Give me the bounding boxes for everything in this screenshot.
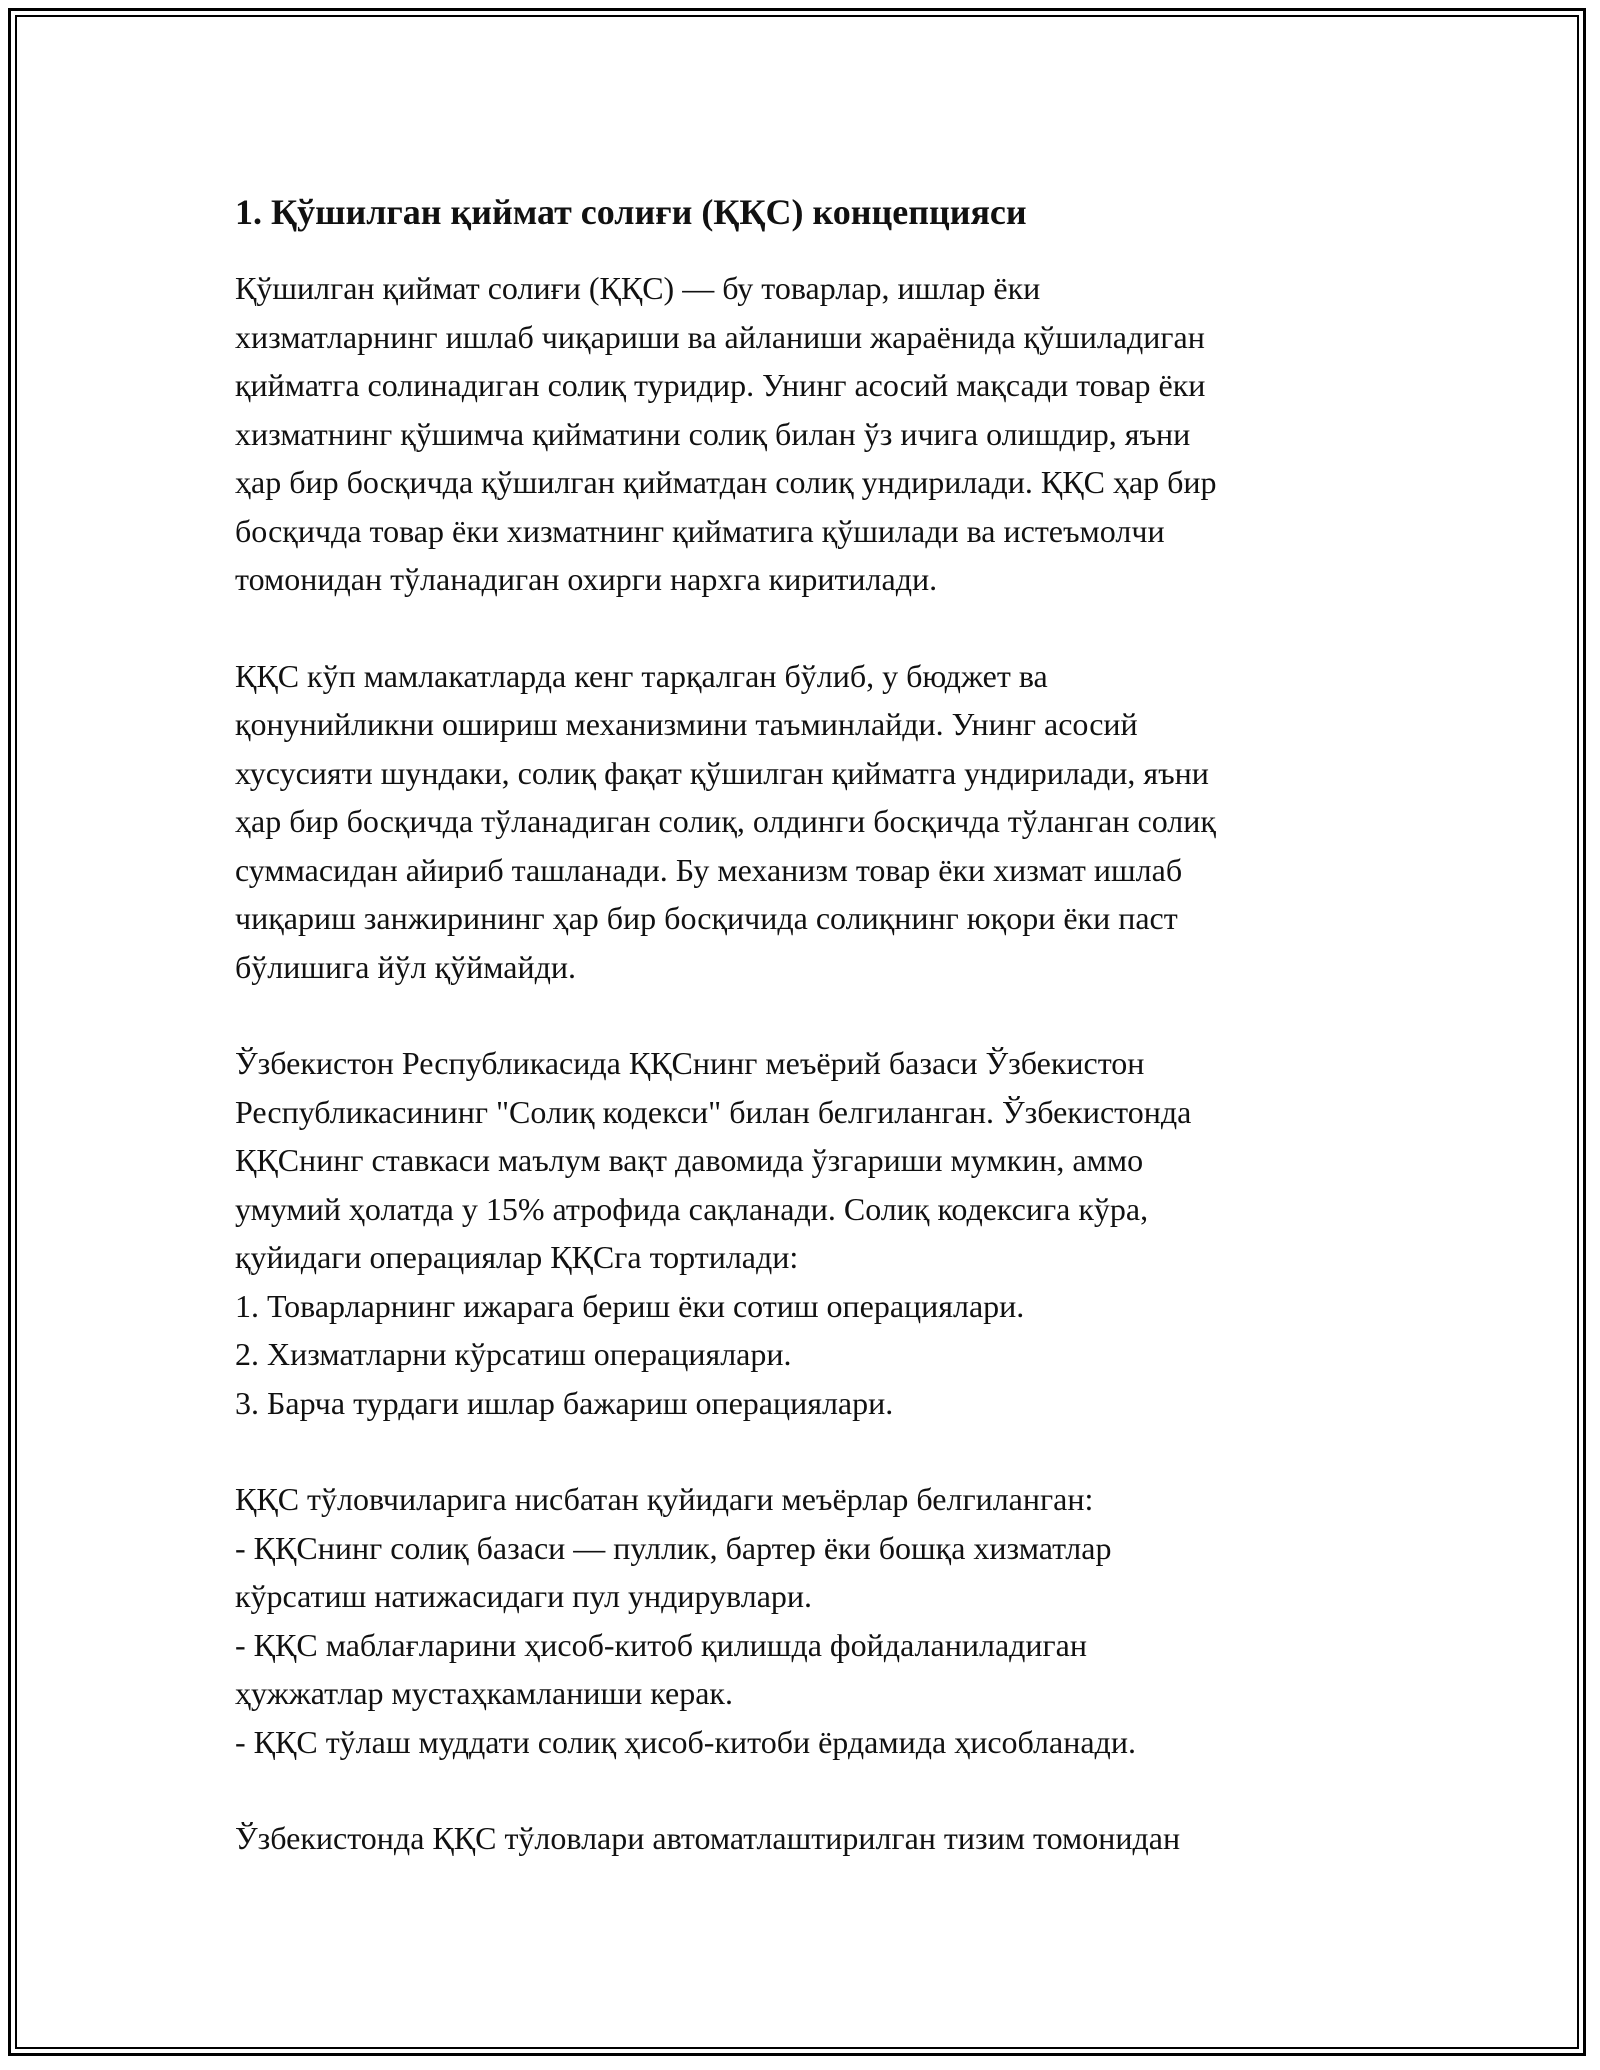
paragraph-vat-mechanism bbox=[235, 652, 1375, 992]
document-body bbox=[235, 186, 1375, 1911]
paragraph-automation bbox=[235, 1814, 1375, 1863]
text-line: ҚҚС кўп мамлакатларда кенг тарқалган бўлиб, у бюджет ва bbox=[235, 657, 1048, 694]
list-item: - ҚҚС маблағларини ҳисоб-китоб қилишда фойдаланиладиган bbox=[235, 1626, 1087, 1663]
text-line: Ўзбекистонда ҚҚС тўловлари автоматлаштирилган тизим томонидан bbox=[235, 1820, 1181, 1856]
text-line: ҳар бир босқичда тўланадиган солиқ, олдинги босқичда тўланган солиқ bbox=[235, 803, 1216, 839]
text-line: қийматга солинадиган солиқ туридир. Унинг асосий мақсади товар ёки bbox=[235, 367, 1206, 403]
paragraph-taxpayer-norms bbox=[235, 1475, 1375, 1766]
list-item: - ҚҚС тўлаш муддати солиқ ҳисоб-китоби ёрдамида ҳисобланади. bbox=[235, 1723, 1136, 1760]
text-line: Қўшилган қиймат солиғи (ҚҚС) — бу товарлар, ишлар ёки bbox=[235, 270, 1041, 306]
text-line: босқичда товар ёки хизматнинг қийматига қўшилади ва истеъмолчи bbox=[235, 512, 1165, 549]
text-line: томонидан тўланадиган охирги нархга киритилади. bbox=[235, 561, 938, 597]
paragraph-uzbekistan-regulation bbox=[235, 1039, 1375, 1427]
text-line: Республикасининг "Солиқ кодекси" билан белгиланган. Ўзбекистонда bbox=[235, 1093, 1192, 1130]
list-item: 1. Товарларнинг ижарага бериш ёки сотиш операциялари. bbox=[235, 1287, 1025, 1324]
text-line: ҚҚСнинг ставкаси маълум вақт давомида ўзгариши мумкин, аммо bbox=[235, 1142, 1144, 1178]
text-line: Ўзбекистон Республикасида ҚҚСнинг меъёрий базаси Ўзбекистон bbox=[235, 1045, 1145, 1081]
text-line: хизматларнинг ишлаб чиқариши ва айланиши жараёнида қўшиладиган bbox=[235, 318, 1205, 355]
text-line: суммасидан айириб ташланади. Бу механизм товар ёки хизмат ишлаб bbox=[235, 851, 1183, 888]
text-line: ҳар бир босқичда қўшилган қийматдан солиқ ундирилади. ҚҚС ҳар бир bbox=[235, 464, 1217, 500]
text-line: кўрсатиш натижасидаги пул ундирувлари. bbox=[235, 1578, 813, 1614]
text-line: бўлишига йўл қўймайди. bbox=[235, 948, 576, 985]
text-line: ҳужжатлар мустаҳкамланиши керак. bbox=[235, 1675, 733, 1711]
text-line: чиқариш занжирининг ҳар бир босқичида солиқнинг юқори ёки паст bbox=[235, 900, 1178, 936]
list-item: 2. Хизматларни кўрсатиш операциялари. bbox=[235, 1336, 792, 1372]
text-line: умумий ҳолатда у 15% атрофида сақланади. Солиқ кодексига кўра, bbox=[235, 1190, 1149, 1227]
text-line: қонунийликни ошириш механизмини таъминлайди. Унинг асосий bbox=[235, 706, 1138, 742]
list-item: 3. Барча турдаги ишлар бажариш операциялари. bbox=[235, 1384, 894, 1421]
text-line: ҚҚС тўловчиларига нисбатан қуйидаги меъёрлар белгиланган: bbox=[235, 1481, 1094, 1517]
text-line: хусусияти шундаки, солиқ фақат қўшилган қийматга ундирилади, яъни bbox=[235, 754, 1209, 791]
paragraph-vat-definition bbox=[235, 264, 1375, 604]
text-line: хизматнинг қўшимча қийматини солиқ билан ўз ичига олишдир, яъни bbox=[235, 415, 1191, 452]
text-line: қуйидаги операциялар ҚҚСга тортилади: bbox=[235, 1239, 799, 1275]
section-heading: 1. Қўшилган қиймат солиғи (ҚҚС) концепцияси bbox=[235, 192, 1027, 232]
list-item: - ҚҚСнинг солиқ базаси — пуллик, бартер ёки бошқа хизматлар bbox=[235, 1529, 1112, 1566]
